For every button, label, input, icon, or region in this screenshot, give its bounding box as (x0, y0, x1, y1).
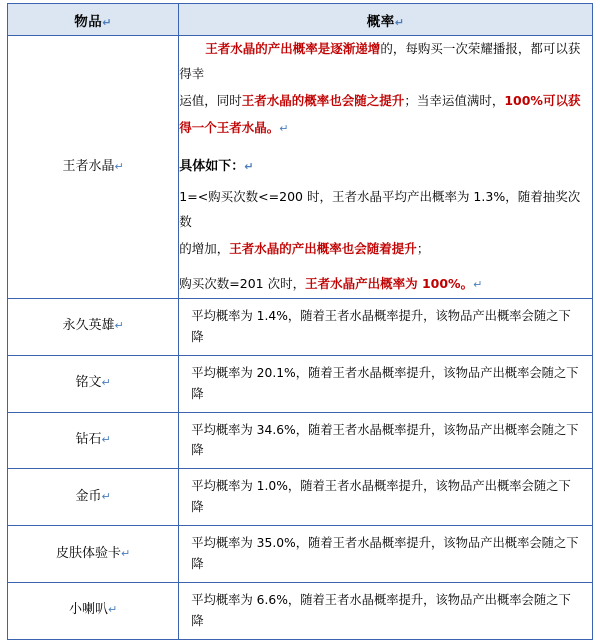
probability-table (7, 3, 593, 640)
table-row (8, 299, 593, 356)
item-label: 金币 (75, 488, 102, 504)
header-probability-label: 概率 (366, 13, 395, 30)
probability-cell (179, 469, 593, 526)
table-header-row (8, 4, 593, 36)
paragraph-mark-icon: ↵ (114, 319, 124, 333)
detail-text-3b: 王者水晶产出概率为 100%。 (305, 276, 474, 291)
paragraph-mark-icon: ↵ (244, 160, 254, 173)
crystal-detail-1 (179, 184, 592, 234)
header-item-label: 物品 (74, 13, 103, 30)
probability-cell (179, 412, 593, 469)
table-row (8, 526, 593, 583)
crystal-text-2d: 100%可以获 (504, 93, 581, 108)
item-name-cell (8, 582, 179, 639)
paragraph-mark-icon: ↵ (101, 433, 111, 447)
item-label: 铭文 (75, 375, 102, 391)
item-label: 钻石 (75, 432, 102, 448)
paragraph-mark-icon: ↵ (114, 159, 124, 173)
detail-text-2c: ； (416, 241, 430, 256)
table-row (8, 469, 593, 526)
item-name-cell (8, 526, 179, 583)
item-name-cell (8, 412, 179, 469)
detail-text-2b: 王者水晶的产出概率也会随着提升 (229, 241, 417, 256)
crystal-detail-3 (179, 271, 592, 296)
crystal-text-2c: ；当幸运值满时， (404, 93, 505, 108)
paragraph-mark-icon: ↵ (473, 278, 483, 291)
crystal-paragraph-2 (179, 88, 592, 113)
probability-text: 平均概率为 1.0%，随着王者水晶概率提升，该物品产出概率会随之下降 (191, 479, 571, 515)
detail-text-3a: 购买次数=201 次时， (179, 276, 306, 291)
detail-title-label: 具体如下： (179, 159, 245, 174)
table-row (8, 355, 593, 412)
paragraph-mark-icon: ↵ (394, 15, 405, 29)
spacer (179, 263, 592, 271)
item-label: 永久英雄 (62, 318, 115, 334)
probability-cell (179, 299, 593, 356)
probability-text: 平均概率为 35.0%，随着王者水晶概率提升，该物品产出概率会随之下降 (191, 536, 579, 572)
item-label: 小喇叭 (69, 602, 109, 618)
crystal-paragraph-1 (179, 36, 592, 86)
spacer (179, 142, 592, 150)
probability-cell (179, 526, 593, 583)
item-name-cell (8, 469, 179, 526)
detail-text-2a: 的增加， (179, 241, 230, 256)
crystal-text-2b: 王者水晶的概率也会随之提升 (241, 93, 405, 108)
probability-cell (179, 582, 593, 639)
probability-text: 平均概率为 1.4%，随着王者水晶概率提升，该物品产出概率会随之下降 (191, 309, 571, 344)
table-row (8, 412, 593, 469)
item-label: 皮肤体验卡 (56, 545, 122, 561)
probability-text: 平均概率为 6.6%，随着王者水晶概率提升，该物品产出概率会随之下降 (191, 592, 571, 628)
crystal-text-1b: 产出概率是逐渐递增 (267, 41, 381, 56)
crystal-text-1a: 王者水晶的 (205, 41, 268, 56)
header-cell-item (8, 4, 179, 36)
crystal-detail-2 (179, 236, 592, 261)
crystal-detail-title (179, 154, 592, 180)
probability-text: 平均概率为 20.1%，随着王者水晶概率提升，该物品产出概率会随之下降 (191, 365, 579, 401)
crystal-text-3a: 得一个王者水晶。 (179, 120, 280, 135)
crystal-text-2a: 运值，同时 (179, 93, 242, 108)
paragraph-mark-icon: ↵ (108, 603, 118, 617)
item-name-cell (8, 355, 179, 412)
item-label: 王者水晶 (62, 158, 115, 174)
probability-cell (179, 355, 593, 412)
paragraph-mark-icon: ↵ (102, 15, 112, 29)
probability-text: 平均概率为 34.6%，随着王者水晶概率提升，该物品产出概率会随之下降 (191, 422, 579, 458)
item-name-cell (8, 299, 179, 356)
paragraph-mark-icon: ↵ (279, 122, 289, 135)
table-row (8, 36, 593, 299)
item-name-cell-crystal (8, 36, 179, 299)
detail-text-1: 1=<购买次数<=200 时，王者水晶平均产出概率为 1.3%，随着抽奖次数 (179, 189, 581, 229)
crystal-paragraph-3 (179, 115, 592, 140)
table-body (8, 36, 593, 640)
paragraph-mark-icon: ↵ (121, 546, 131, 560)
crystal-text-1c: 的，每购买一次荣耀播报，都可以获得幸 (179, 41, 581, 81)
table-row (8, 582, 593, 639)
paragraph-mark-icon: ↵ (101, 489, 111, 503)
probability-cell-crystal (179, 36, 593, 299)
document-page (0, 3, 600, 628)
table-header (8, 4, 593, 36)
paragraph-mark-icon: ↵ (101, 376, 111, 390)
header-cell-probability (179, 4, 593, 36)
